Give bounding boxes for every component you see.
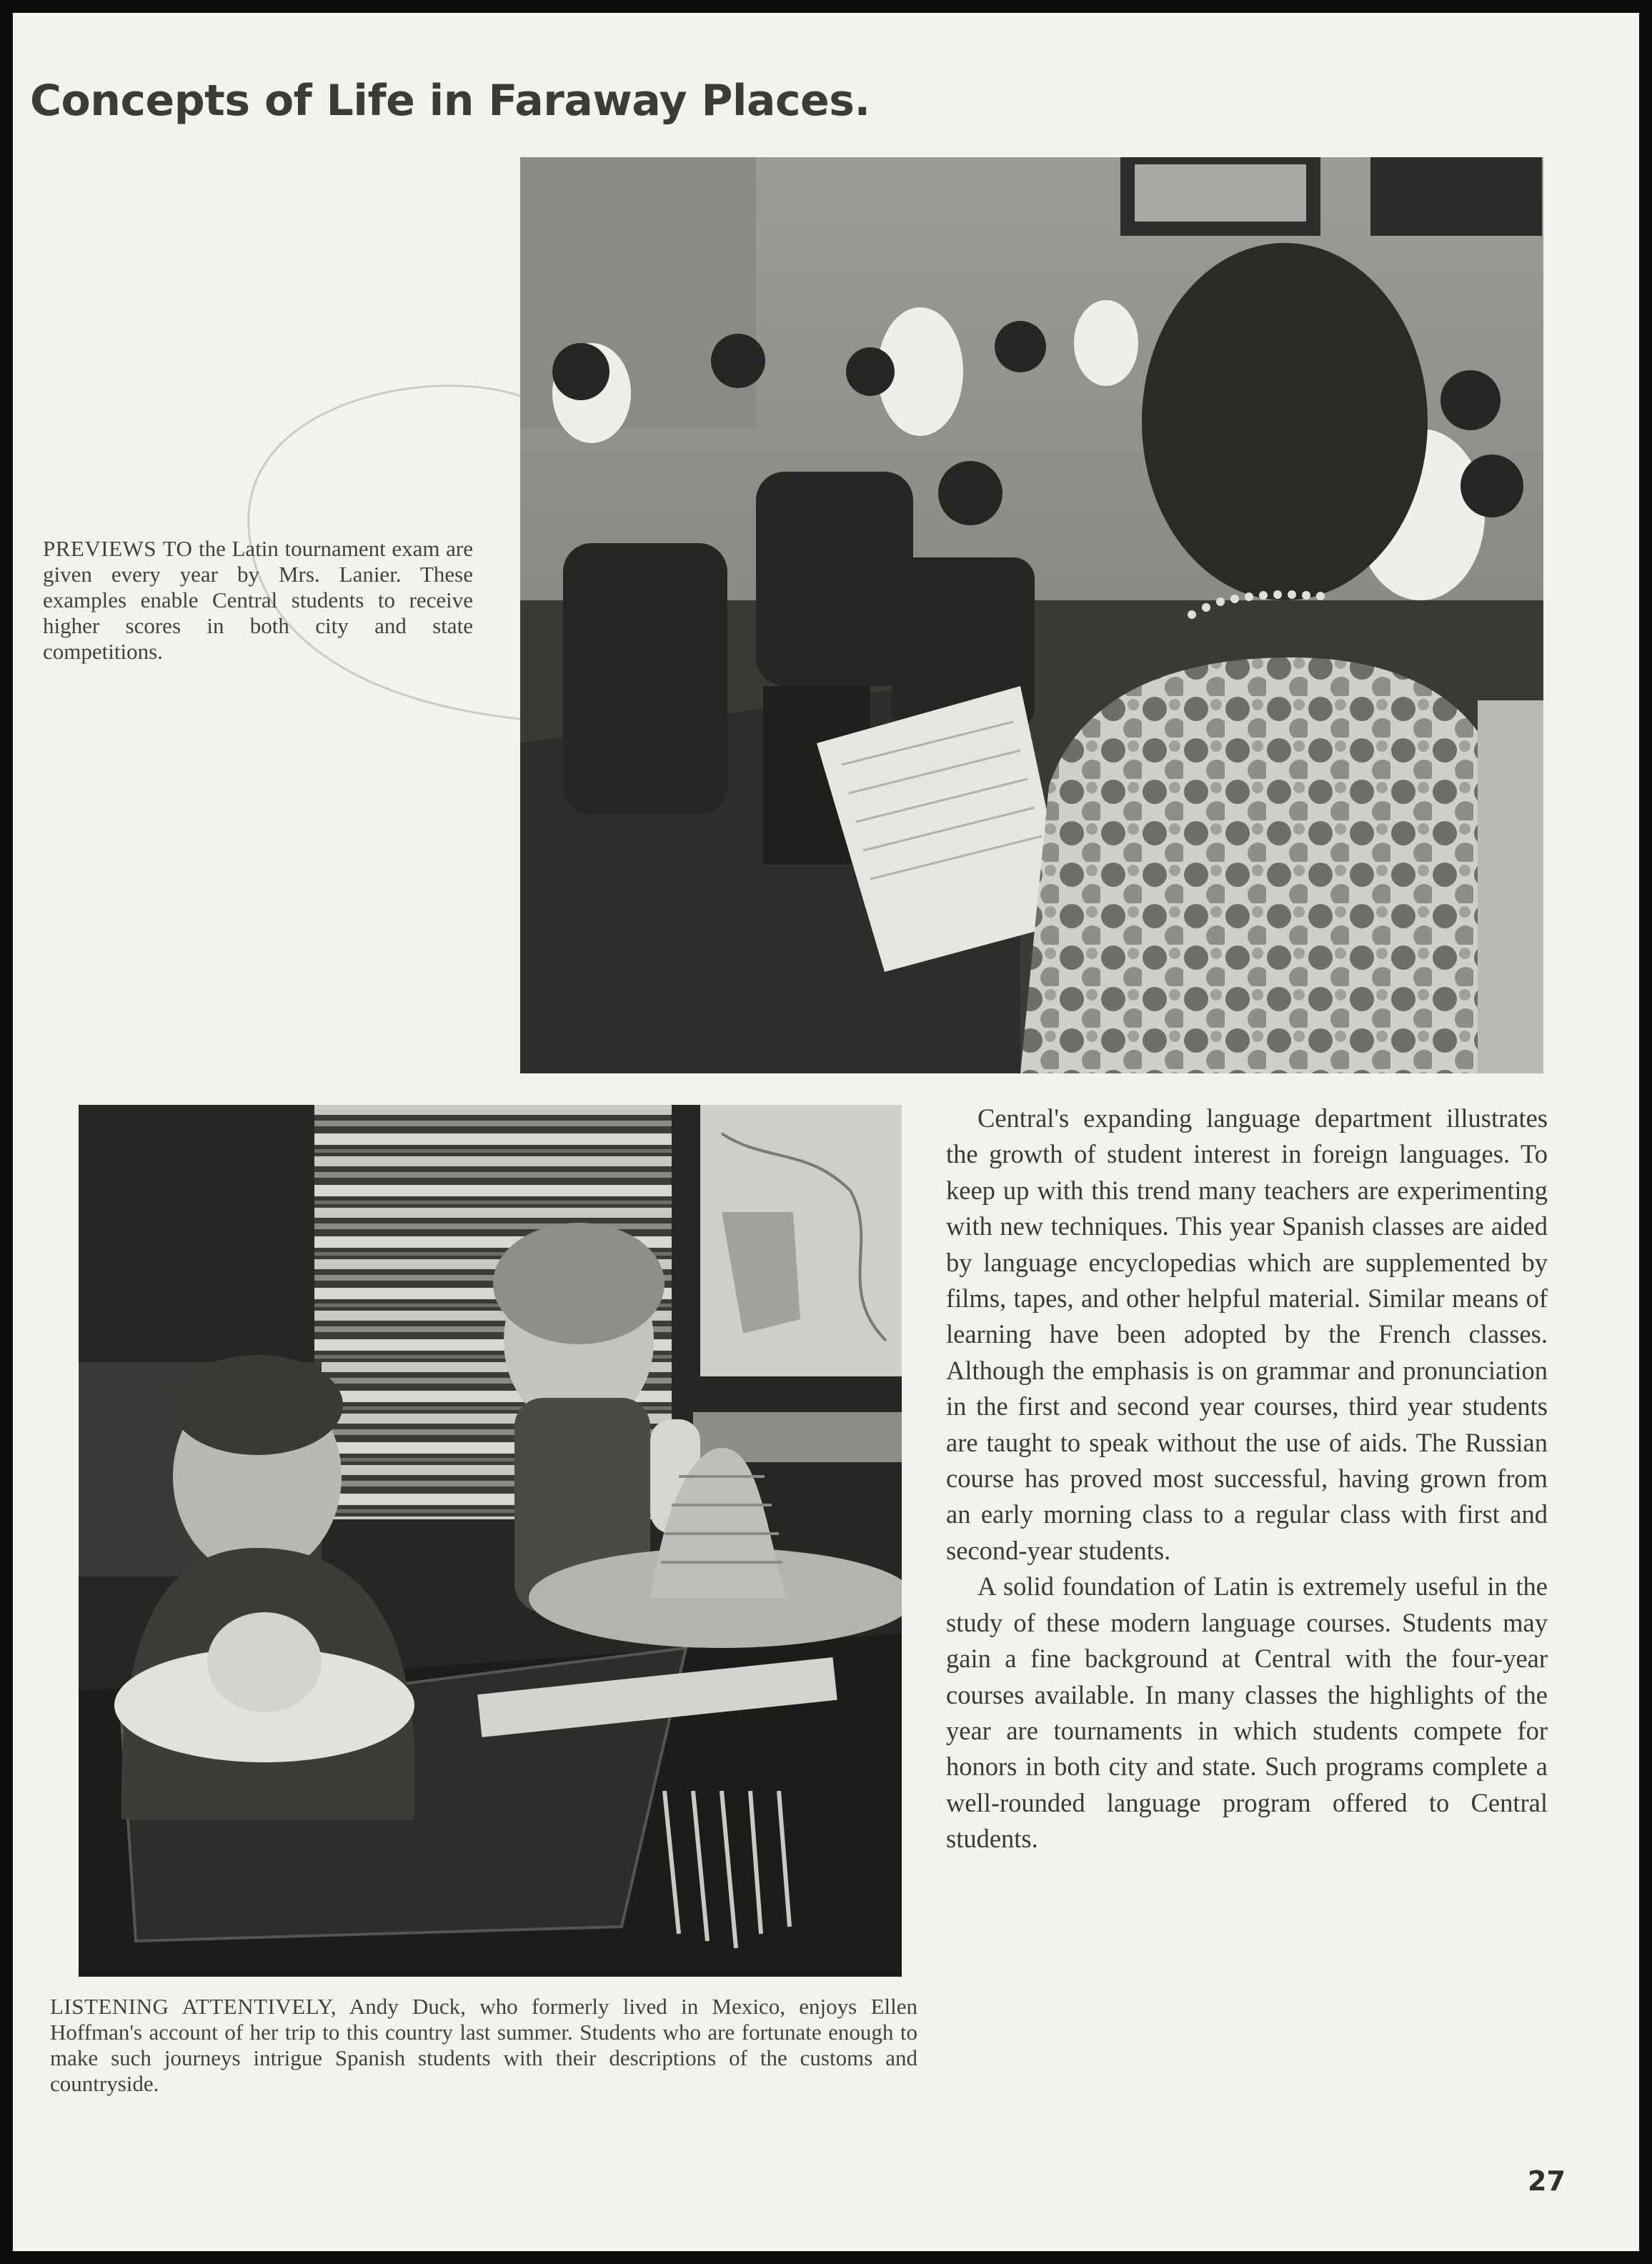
yearbook-page [13, 13, 1639, 2251]
photo-latin-exam-classroom [520, 157, 1543, 1073]
article-paragraph: Central's expanding language department illustrates the growth of student interest in foreign languages. To keep up with this trend many teachers are experimenting with new techniques. This year Spanish classes are aided by language encyclopedias which are supplemented by films, tapes, and other helpful material. Similar means of learning have been adopted by the French classes. Although the emphasis is on grammar and pronunciation in the first and second year courses, third year students are taught to speak without the use of aids. The Russian course has proved most successful, having grown from an early morning class to a regular class with first and second-year students. [946, 1103, 1548, 1565]
article-body [946, 1101, 1548, 1857]
caption-spanish-students [50, 1994, 917, 2097]
caption-text: Andy Duck, who formerly lived in Mexico, enjoys Ellen Hoffman's account of her trip to this country last summer. Students who are fortunate enough to make such journeys intrigue Spanish students with their descriptions of the customs and countryside. [50, 1994, 917, 2096]
caption-lead: PREVIEWS TO [43, 536, 193, 561]
page-number: 27 [1528, 2165, 1566, 2197]
caption-latin-class [43, 536, 473, 665]
page-title: Concepts of Life in Faraway Places. [30, 76, 870, 126]
article-paragraph: A solid foundation of Latin is extremely useful in the study of these modern language courses. Students may gain a fine background at Central with the four-year courses available. In many classes the highlights of the year are tournaments in which students compete for honors in both city and state. Such programs complete a well-rounded language program offered to Central students. [946, 1572, 1548, 1854]
photo-spanish-students-sombreros [79, 1105, 902, 1977]
caption-lead: LISTENING ATTENTIVELY, [50, 1994, 337, 2019]
caption-text: the Latin tournament exam are given every year by Mrs. Lanier. These examples enable Central students to receive higher scores in both city and state competitions. [43, 536, 473, 664]
